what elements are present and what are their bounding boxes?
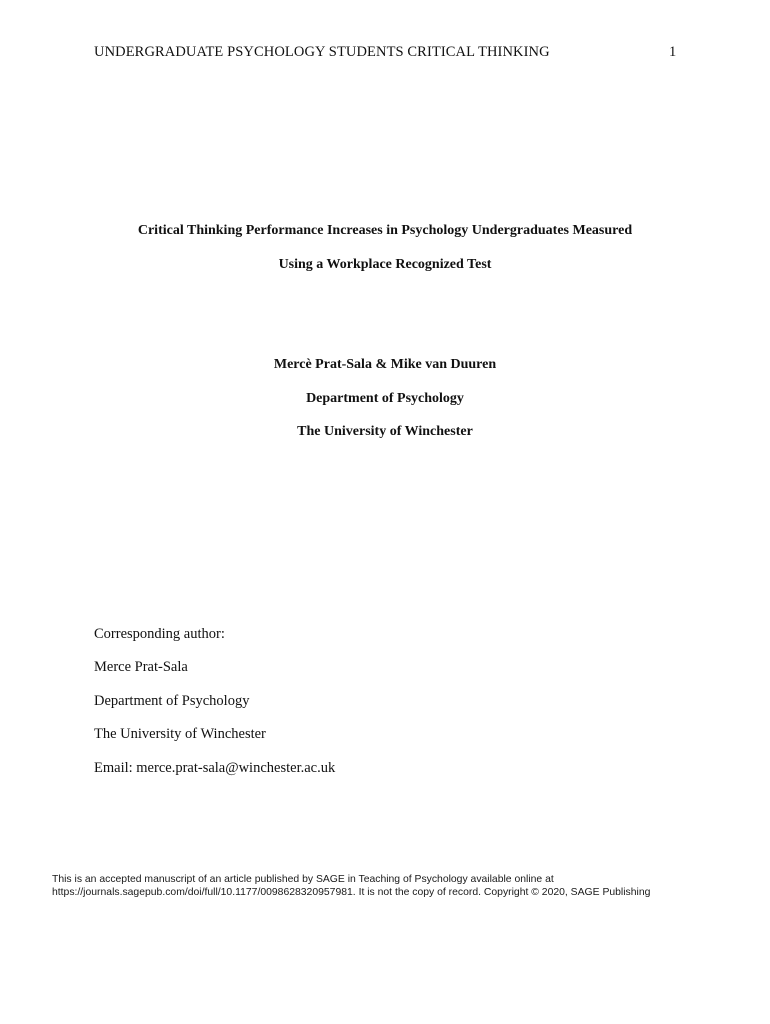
author-names: Mercè Prat-Sala & Mike van Duuren: [273, 357, 497, 372]
page-number: 1: [669, 44, 677, 60]
paper-title-line-1: Critical Thinking Performance Increases in Psychology Undergraduates Measured: [137, 223, 633, 238]
author-department: Department of Psychology: [306, 391, 464, 406]
running-head: UNDERGRADUATE PSYCHOLOGY STUDENTS CRITICAL THINKING: [94, 44, 550, 60]
publication-notice-line-2: https://journals.sagepub.com/doi/full/10.1177/0098628320957981. It is not the copy of record. Copyright © 2020, SAGE Publishing: [52, 887, 651, 898]
corresponding-author-university: The University of Winchester: [94, 726, 266, 742]
publication-notice-line-1: This is an accepted manuscript of an article published by SAGE in Teaching of Psychology available online at: [52, 874, 554, 885]
corresponding-author-department: Department of Psychology: [94, 693, 250, 709]
corresponding-author-label: Corresponding author:: [94, 626, 225, 642]
corresponding-author-email: Email: merce.prat-sala@winchester.ac.uk: [94, 760, 336, 776]
author-university: The University of Winchester: [297, 424, 473, 439]
corresponding-author-name: Merce Prat-Sala: [94, 659, 188, 675]
paper-title-line-2: Using a Workplace Recognized Test: [278, 257, 492, 272]
